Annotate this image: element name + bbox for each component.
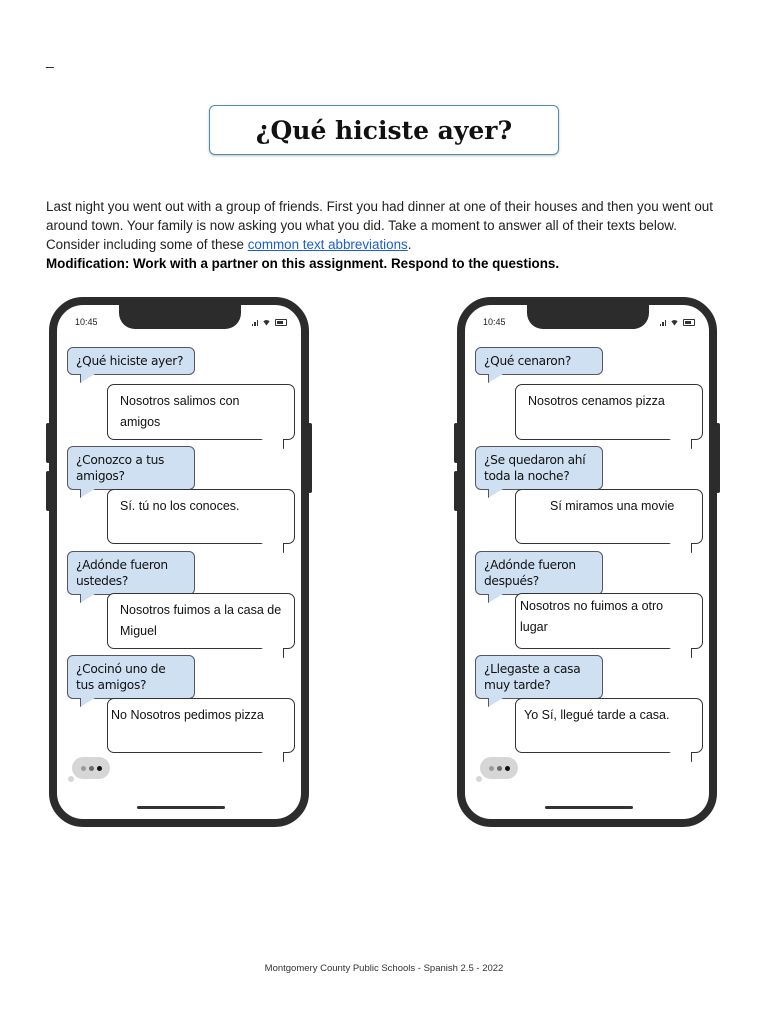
answer-bubble: No Nosotros pedimos pizza [107,698,295,753]
page-footer: Montgomery County Public Schools - Spanish 2.5 - 2022 [264,963,504,974]
status-icons [660,319,696,326]
stray-dash: _ [46,52,54,68]
instructions [46,197,726,273]
title-box [209,105,559,155]
abbreviations-link[interactable]: common text abbreviations [247,237,408,252]
instructions-text: Last night you went out with a group of friends. First you had dinner at one of their houses and then you went out around town. Your family is now asking you what you did. Take a moment to answer all of their texts below. Consider including some of these [46,199,713,252]
clock: 10:45 [483,317,506,327]
modification-note: Modification: Work with a partner on this assignment. Respond to the questions. [46,256,560,271]
phone-notch [527,303,649,329]
battery-icon [275,319,287,326]
instructions-end: . [407,237,412,252]
question-bubble: ¿Adónde fueron después? [475,551,603,595]
question-bubble: ¿Llegaste a casa muy tarde? [475,655,603,699]
wifi-icon [670,320,679,326]
wifi-icon [262,320,271,326]
volume-button [46,471,50,511]
volume-button [46,423,50,463]
answer-bubble: Nosotros no fuimos a otro lugar [515,593,703,649]
home-indicator [545,806,633,809]
signal-icon [660,319,667,326]
volume-button [454,471,458,511]
question-bubble: ¿Adónde fueron ustedes? [67,551,195,595]
question-bubble: ¿Cocinó uno de tus amigos? [67,655,195,699]
signal-icon [252,319,259,326]
page-title: ¿Qué hiciste ayer? [255,115,513,145]
clock: 10:45 [75,317,98,327]
answer-bubble: Sí miramos una movie [515,489,703,544]
question-bubble: ¿Se quedaron ahí toda la noche? [475,446,603,490]
typing-indicator-icon [72,757,110,779]
power-button [308,423,312,493]
answer-bubble: Sí. tú no los conoces. [107,489,295,544]
volume-button [454,423,458,463]
answer-bubble: Yo Sí, llegué tarde a casa. [515,698,703,753]
answer-bubble: Nosotros cenamos pizza [515,384,703,440]
home-indicator [137,806,225,809]
answer-bubble: Nosotros fuimos a la casa de Miguel [107,593,295,649]
phone-notch [119,303,241,329]
question-bubble: ¿Qué hiciste ayer? [67,347,195,375]
question-bubble: ¿Conozco a tus amigos? [67,446,195,490]
question-bubble: ¿Qué cenaron? [475,347,603,375]
phone-right [457,297,717,827]
phone-left [49,297,309,827]
typing-indicator-icon [480,757,518,779]
status-icons [252,319,288,326]
battery-icon [683,319,695,326]
answer-bubble: Nosotros salimos con amigos [107,384,295,440]
power-button [716,423,720,493]
